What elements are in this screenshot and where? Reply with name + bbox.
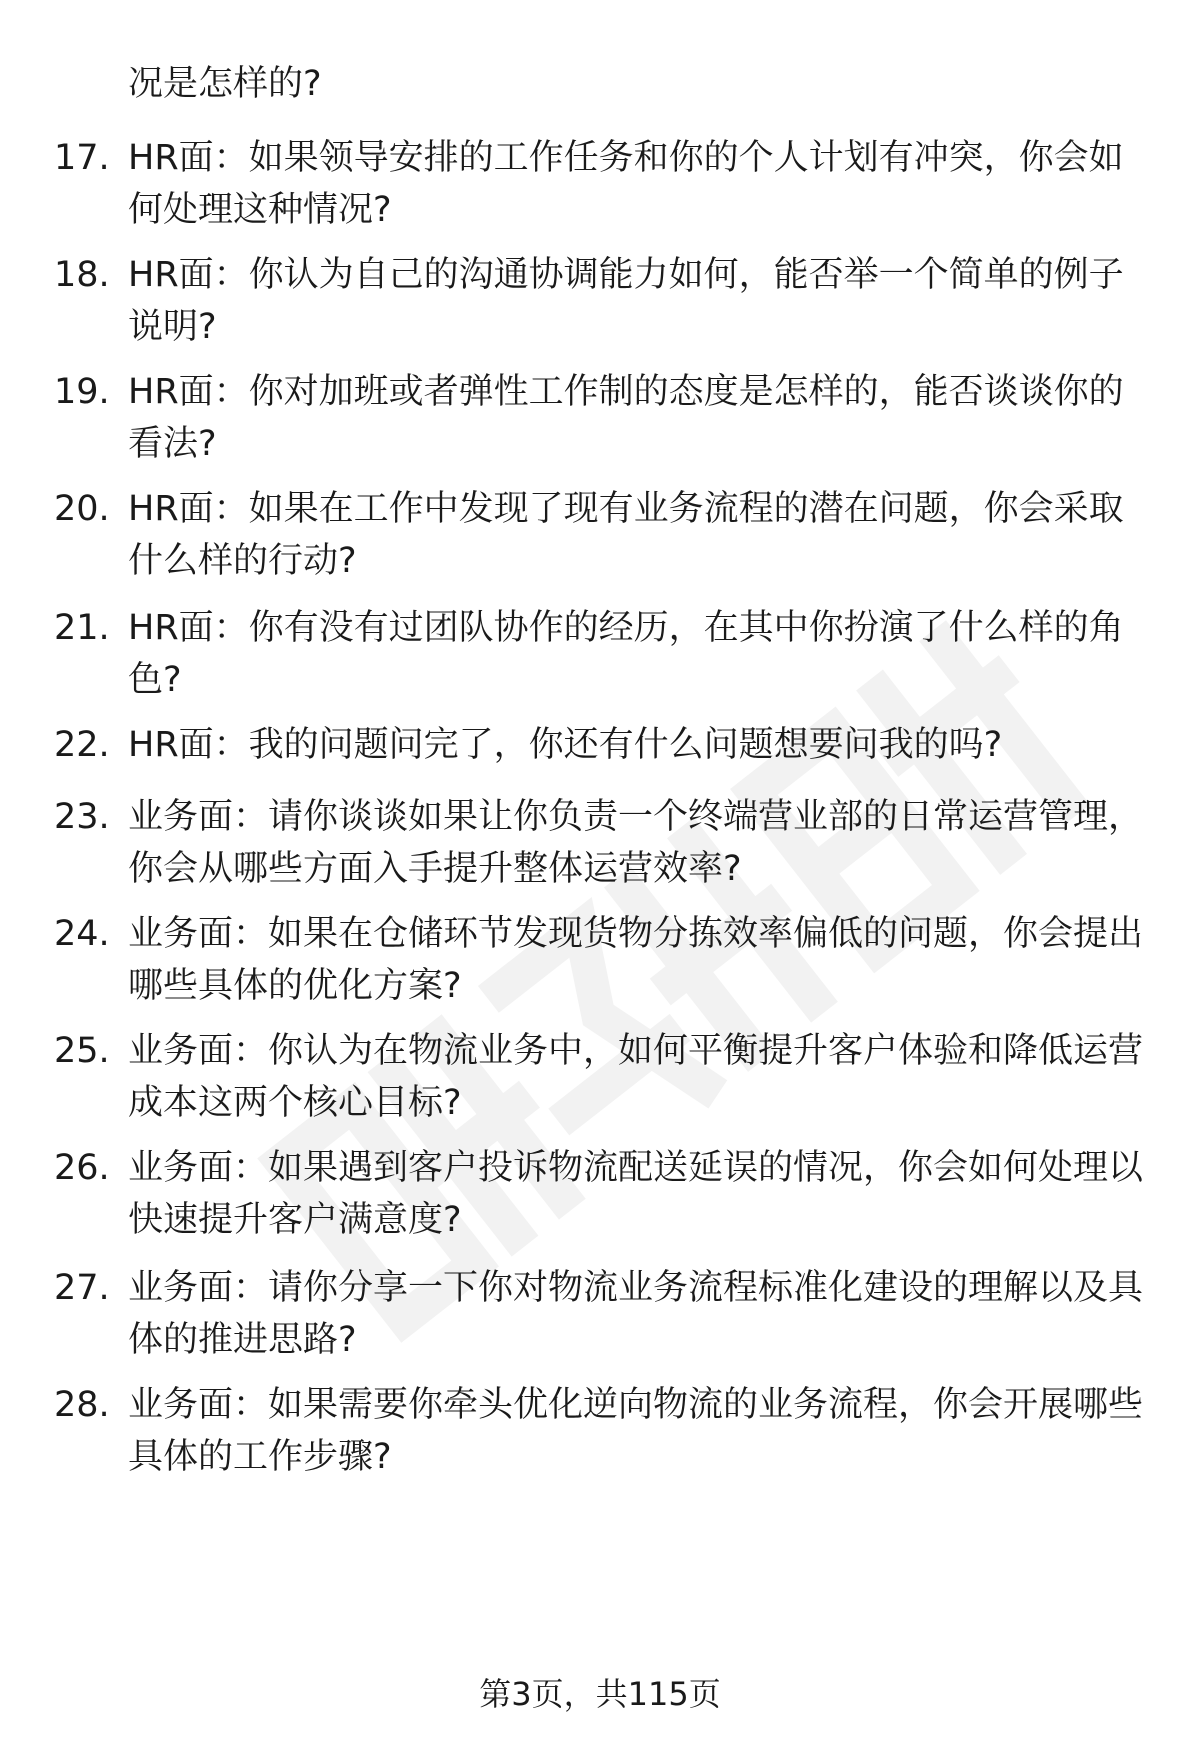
question-number: 27. <box>54 1268 110 1308</box>
question-number: 22. <box>54 725 110 765</box>
question-text: HR面：你认为自己的沟通协调能力如何，能否举一个简单的例子说明? <box>128 255 1124 347</box>
question-text: 业务面：如果需要你牵头优化逆向物流的业务流程，你会开展哪些具体的工作步骤? <box>128 1385 1144 1477</box>
question-text: 业务面：如果遇到客户投诉物流配送延误的情况，你会如何处理以快速提升客户满意度? <box>128 1148 1144 1240</box>
question-number: 23. <box>54 797 110 837</box>
question-number: 26. <box>54 1148 110 1188</box>
question-number: 24. <box>54 914 110 954</box>
question-text: 业务面：请你分享一下你对物流业务流程标准化建设的理解以及具体的推进思路? <box>128 1268 1144 1360</box>
question-text: HR面：如果在工作中发现了现有业务流程的潜在问题，你会采取什么样的行动? <box>128 489 1124 581</box>
question-text: HR面：如果领导安排的工作任务和你的个人计划有冲突，你会如何处理这种情况? <box>128 138 1124 230</box>
question-number: 18. <box>54 255 110 295</box>
question-text: HR面：我的问题问完了，你还有什么问题想要问我的吗? <box>128 725 1003 765</box>
question-text: 业务面：请你谈谈如果让你负责一个终端营业部的日常运营管理，你会从哪些方面入手提升整体运营效率? <box>128 797 1144 889</box>
question-number: 19. <box>54 372 110 412</box>
question-text: 业务面：你认为在物流业务中，如何平衡提升客户体验和降低运营成本这两个核心目标? <box>128 1031 1144 1123</box>
carry-over-text: 况是怎样的? <box>128 64 322 104</box>
question-number: 25. <box>54 1031 110 1071</box>
question-number: 21. <box>54 608 110 648</box>
question-text: HR面：你对加班或者弹性工作制的态度是怎样的，能否谈谈你的看法? <box>128 372 1124 464</box>
question-text: HR面：你有没有过团队协作的经历，在其中你扮演了什么样的角色? <box>128 608 1124 700</box>
page-footer: 第3页，共115页 <box>479 1675 721 1713</box>
question-number: 28. <box>54 1385 110 1425</box>
question-text: 业务面：如果在仓储环节发现货物分拣效率偏低的问题，你会提出哪些具体的优化方案? <box>128 914 1144 1006</box>
question-number: 20. <box>54 489 110 529</box>
question-number: 17. <box>54 138 110 178</box>
